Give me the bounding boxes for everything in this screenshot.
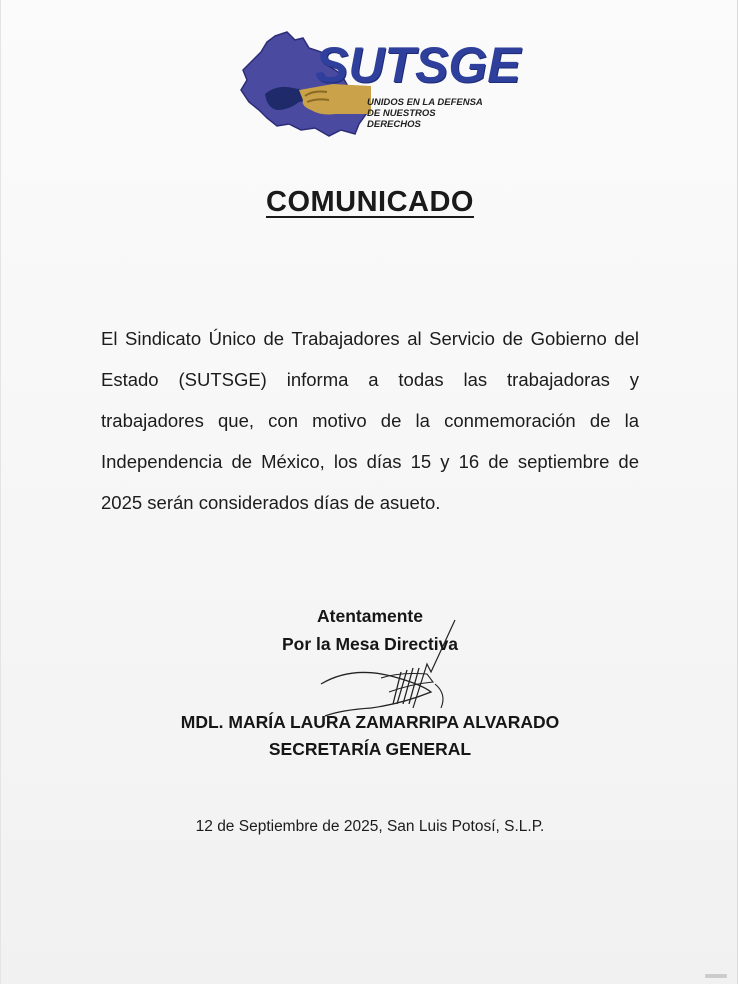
logo-tagline <box>367 97 513 130</box>
signatory-name: MDL. MARÍA LAURA ZAMARRIPA ALVARADO <box>180 712 560 732</box>
signatory-role: SECRETARÍA GENERAL <box>268 739 472 759</box>
logo-tagline-line-3: DERECHOS <box>367 119 421 130</box>
document-title-text: COMUNICADO <box>266 186 474 218</box>
date-and-place: 12 de Septiembre de 2025, San Luis Potosí, S.L.P. <box>195 818 545 835</box>
logo-tagline-line-1: UNIDOS EN LA DEFENSA <box>367 97 483 108</box>
closing-salutation: Atentamente <box>317 606 423 626</box>
document-body: El Sindicato Único de Trabajadores al Servicio de Gobierno del Estado (SUTSGE) informa a todas las trabajadoras y trabajadores que, con motivo de la conmemoración de la Independencia de México, los días 15 y 16 de septiembre de 2025 serán considerados días de asueto. <box>101 328 639 513</box>
closing-on-behalf: Por la Mesa Directiva <box>281 634 459 654</box>
logo-wordmark: SUTSGE <box>315 37 521 93</box>
logo-tagline-line-2: DE NUESTROS <box>367 108 436 119</box>
scan-artifact <box>705 974 727 978</box>
sutsge-logo <box>237 30 521 138</box>
document-title <box>1 186 738 219</box>
